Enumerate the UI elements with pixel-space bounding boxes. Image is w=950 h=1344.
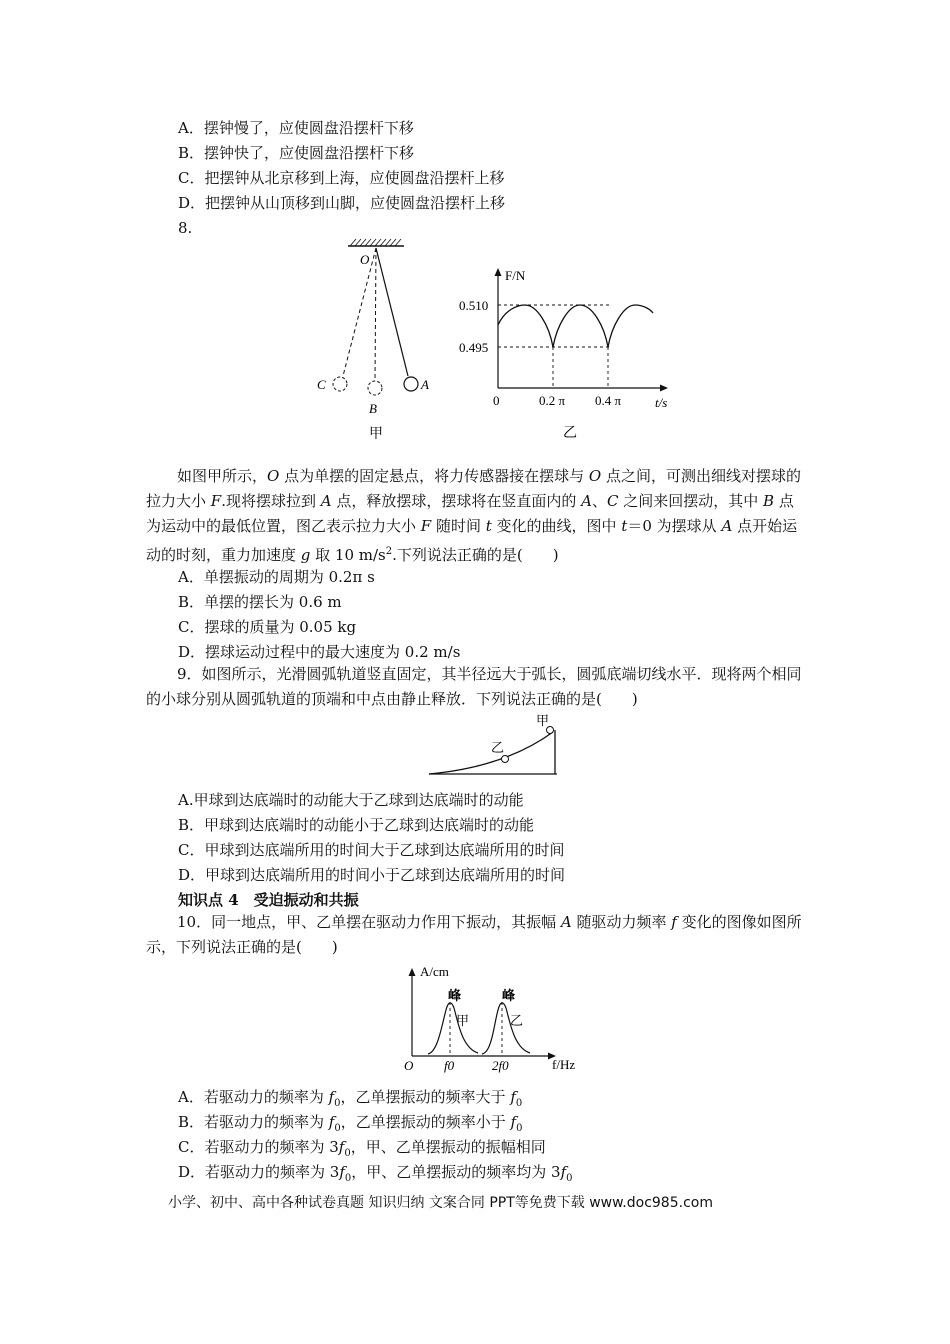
a-axis-label: A/cm — [420, 964, 449, 979]
q10-option-c: C．若驱动力的频率为 $3f_0$，甲、乙单摆振动的振幅相同 — [178, 1138, 546, 1159]
label-c: C — [317, 377, 326, 392]
q7-option-c: C．把摆钟从北京移到上海，应使圆盘沿摆杆上移 — [178, 169, 505, 187]
origin-o: O — [404, 1058, 414, 1073]
arc-track-figure — [425, 712, 565, 777]
q10-option-a: A．若驱动力的频率为 $f_0$，乙单摆振动的频率大于 $f_0$ — [178, 1088, 523, 1109]
q8-option-a: A．单摆振动的周期为 0.2π s — [178, 568, 375, 586]
q8-stem: 如图甲所示，O 点为单摆的固定悬点，将力传感器接在摆球与 O 点之间，可测出细线对摆球的拉力大小 F.现将摆球拉到 A 点，释放摆球，摆球将在竖直面内的 A、C 之间来回摆动，其中 B 点为运动中的最低位置，图乙表示拉力大小 F 随时间 t 变化的曲线，图中 t＝0 为摆球从 A 点开始运动的时刻，重力加速度 g 取 10 $m/s^2$.下列说法正确的是( ) — [146, 467, 801, 564]
q10-option-d: D．若驱动力的频率为 $3f_0$，甲、乙单摆振动的频率均为 $3f_0$ — [178, 1163, 573, 1184]
y-axis-label: F/N — [505, 268, 526, 283]
q8-option-c: C．摆球的质量为 0.05 kg — [178, 618, 357, 636]
y-tick-0510: 0.510 — [459, 298, 489, 313]
q9-option-a: A.甲球到达底端时的动能大于乙球到达底端时的动能 — [178, 791, 524, 809]
curve-label-yi: 乙 — [510, 1013, 524, 1028]
q8-option-d: D．摆球运动过程中的最大速度为 0.2 m/s — [178, 643, 461, 661]
f-axis-label: f/Hz — [552, 1057, 576, 1072]
label-yi: 乙 — [491, 740, 505, 755]
q9-stem: 9．如图所示，光滑圆弧轨道竖直固定，其半径远大于弧长，圆弧底端切线水平．现将两个相同的小球分别从圆弧轨道的顶端和中点由静止释放．下列说法正确的是( ) — [146, 665, 802, 708]
q9-option-c: C．甲球到达底端所用的时间大于乙球到达底端所用的时间 — [178, 841, 565, 859]
origin-label: 0 — [493, 393, 500, 408]
y-tick-0495: 0.495 — [459, 340, 489, 355]
x-axis-label: t/s — [655, 395, 668, 410]
q7-option-d: D．把摆钟从山顶移到山脚，应使圆盘沿摆杆上移 — [178, 194, 506, 212]
q10-stem: 10．同一地点，甲、乙单摆在驱动力作用下振动，其振幅 A 随驱动力频率 f 变化的图像如图所示，下列说法正确的是( ) — [146, 913, 802, 956]
q10-option-b: B．若驱动力的频率为 $f_0$，乙单摆振动的频率小于 $f_0$ — [178, 1113, 523, 1134]
q7-option-b: B．摆钟快了，应使圆盘沿摆杆下移 — [178, 144, 415, 162]
q9-option-b: B．甲球到达底端时的动能小于乙球到达底端时的动能 — [178, 816, 535, 834]
x-tick-02pi: 0.2 π — [539, 393, 566, 408]
force-time-graph — [455, 265, 680, 445]
curve-label-jia: 甲 — [456, 1013, 470, 1028]
pendulum-figure — [300, 238, 450, 448]
x-tick-f0: f0 — [444, 1058, 455, 1073]
label-jia: 甲 — [536, 713, 550, 728]
label-o: O — [360, 252, 370, 267]
peak-label-jia: 峰 — [448, 988, 462, 1003]
q8-option-b: B．单摆的摆长为 0.6 m — [178, 593, 342, 611]
resonance-graph — [398, 962, 588, 1072]
q7-option-a: A．摆钟慢了，应使圆盘沿摆杆下移 — [178, 119, 414, 137]
page-footer: 小学、初中、高中各种试卷真题 知识归纳 文案合同 PPT等免费下载 www.doc985.com — [168, 1195, 713, 1211]
q9-option-d: D．甲球到达底端所用的时间小于乙球到达底端所用的时间 — [178, 866, 566, 884]
label-b: B — [369, 401, 377, 416]
q8-number: 8. — [178, 219, 193, 237]
caption-yi: 乙 — [563, 426, 577, 441]
caption-jia: 甲 — [369, 427, 383, 442]
label-a: A — [421, 377, 429, 392]
section-title: 知识点 4 受迫振动和共振 — [178, 891, 359, 909]
x-tick-2f0: 2f0 — [492, 1058, 509, 1073]
x-tick-04pi: 0.4 π — [595, 393, 622, 408]
peak-label-yi: 峰 — [502, 988, 516, 1003]
